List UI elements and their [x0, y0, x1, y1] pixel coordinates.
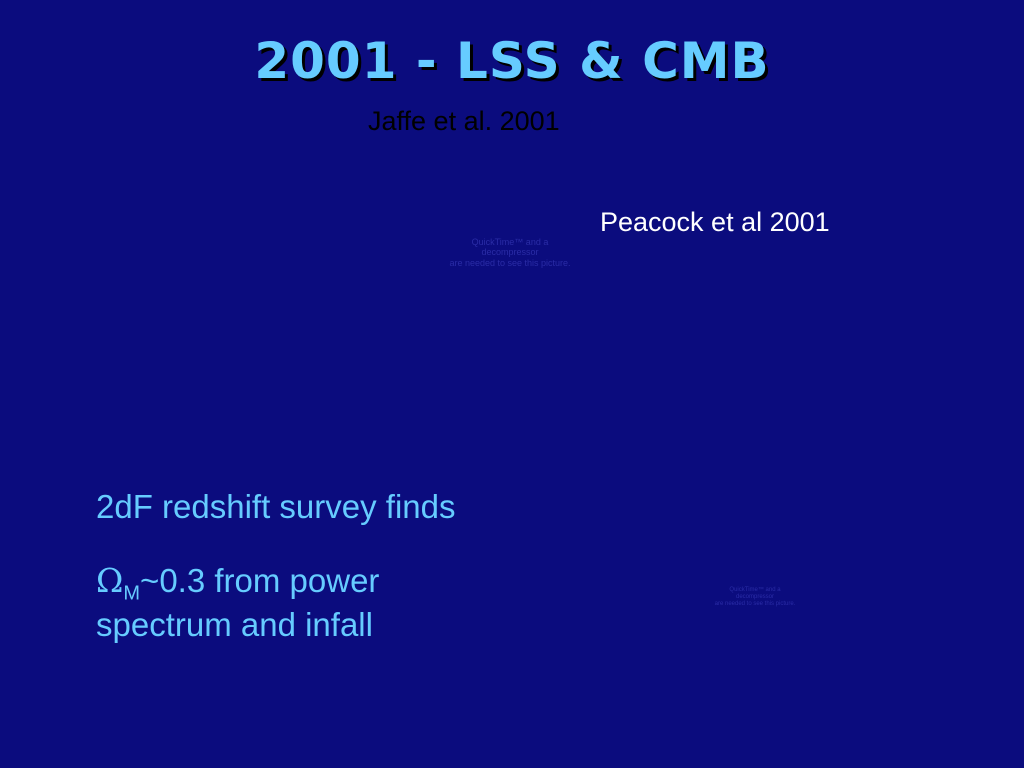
placeholder-line: are needed to see this picture.: [714, 600, 796, 607]
placeholder-line: decompressor: [735, 593, 774, 600]
placeholder-line: QuickTime™ and a: [471, 237, 549, 247]
placeholder-line: decompressor: [481, 247, 539, 258]
body-text-omega: [96, 562, 379, 644]
body-text-power: ~0.3 from power: [140, 562, 380, 599]
body-text-survey: 2dF redshift survey finds: [96, 488, 456, 525]
omega-symbol: Ω: [96, 561, 124, 600]
figure-caption-peacock: Peacock et al 2001: [600, 207, 830, 237]
slide-title: 2001 - LSS & CMB: [254, 32, 770, 90]
omega-subscript: M: [123, 582, 141, 605]
quicktime-placeholder-2: [700, 587, 810, 608]
figure-caption-jaffe: Jaffe et al. 2001: [368, 106, 560, 136]
quicktime-placeholder-1: [430, 237, 590, 268]
placeholder-line: are needed to see this picture.: [449, 257, 571, 268]
placeholder-line: QuickTime™ and a: [729, 587, 781, 593]
body-text-spectrum: spectrum and infall: [96, 605, 373, 643]
